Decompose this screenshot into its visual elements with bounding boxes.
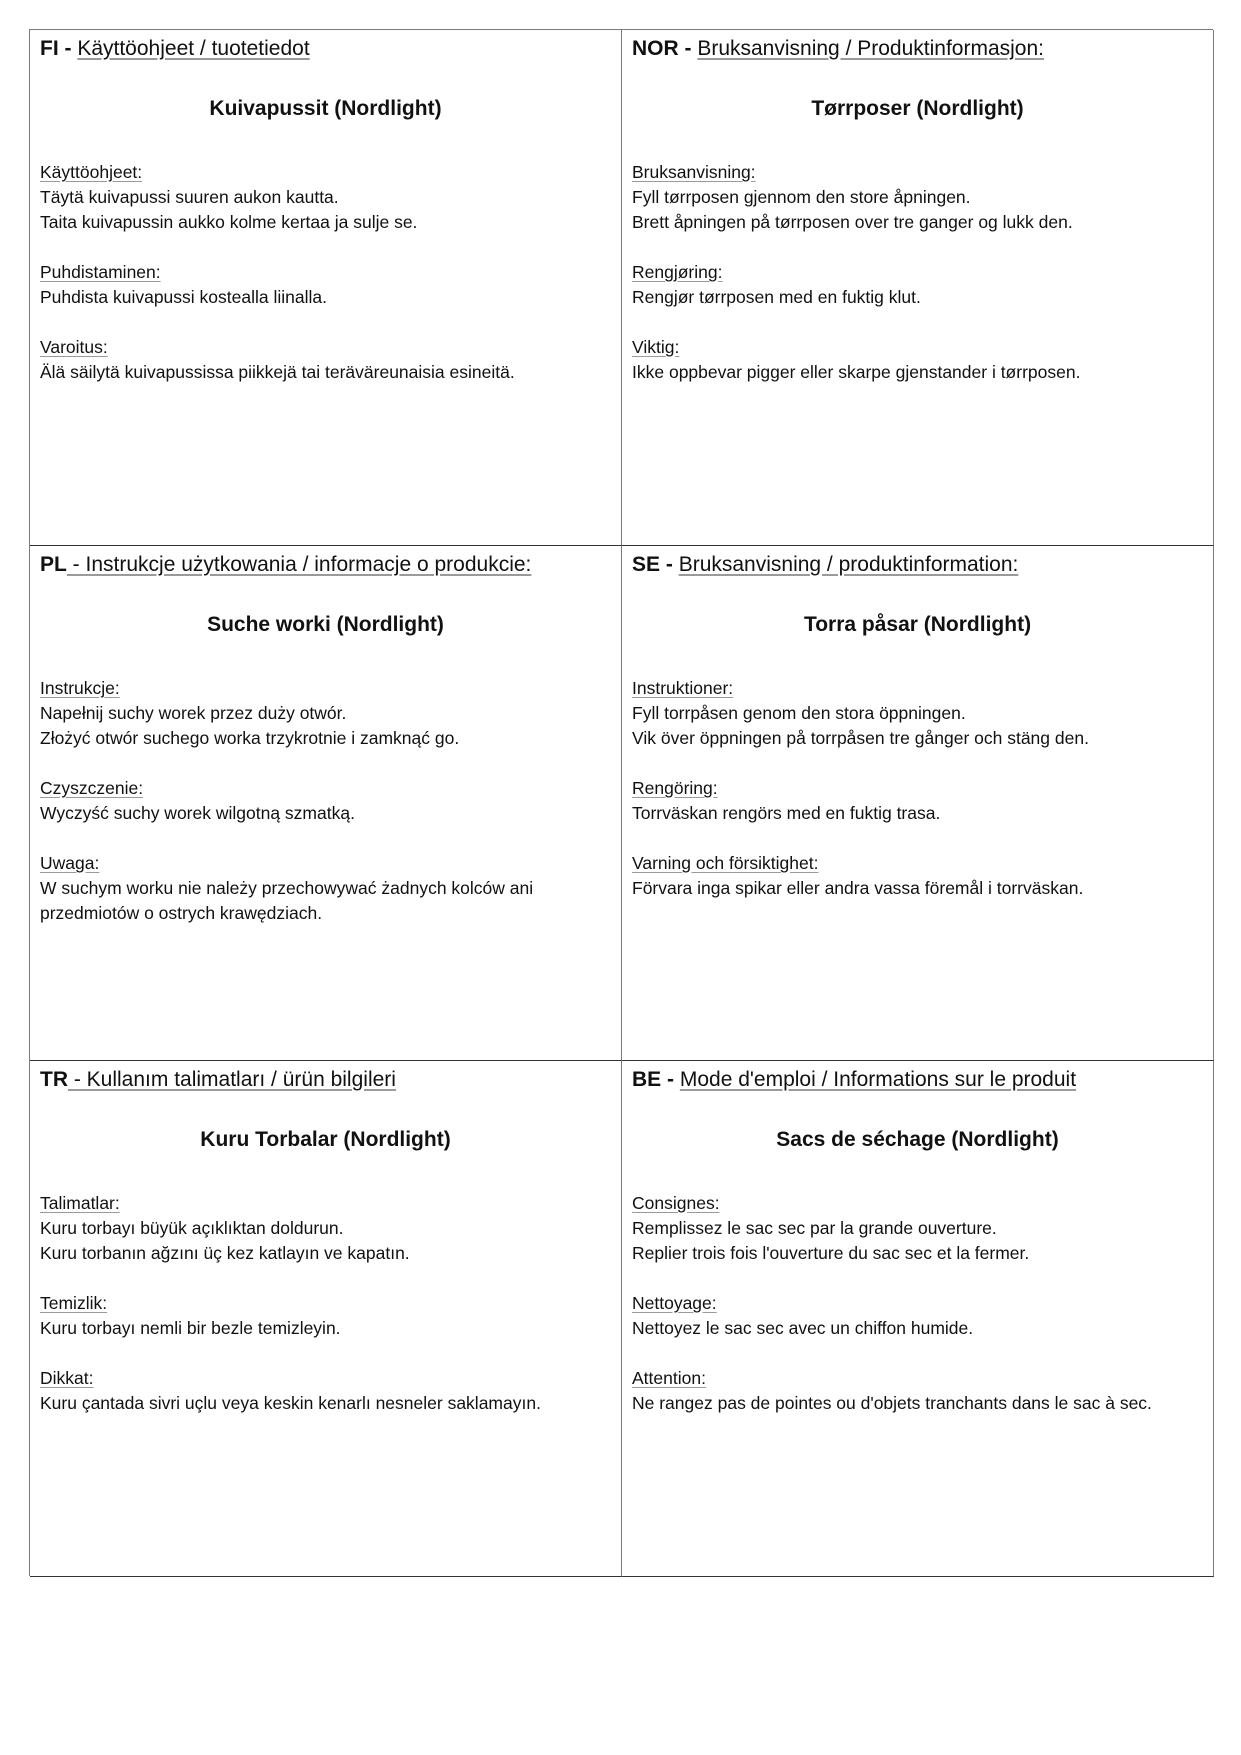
section-cleaning: [632, 1291, 1203, 1341]
section-line: W suchym worku nie należy przechowywać żadnych kolców ani przedmiotów o ostrych krawędziach.: [40, 878, 534, 923]
section-line: Täytä kuivapussi suuren aukon kautta.: [40, 187, 339, 207]
cell-fi: [30, 30, 622, 546]
section-line: Replier trois fois l'ouverture du sac sec et la fermer.: [632, 1243, 1030, 1263]
cell-heading: [40, 34, 611, 64]
section-line: Rengjør tørrposen med en fuktig klut.: [632, 287, 921, 307]
cell-tr: [30, 1061, 622, 1577]
cell-heading: [40, 1065, 611, 1095]
heading-title: Bruksanvisning / Produktinformasjon:: [697, 37, 1044, 60]
section-label: Rengjøring:: [632, 262, 723, 282]
cell-heading: [632, 34, 1203, 64]
section-cleaning: [632, 776, 1203, 826]
cell-se: [622, 546, 1214, 1061]
language-code: FI -: [40, 37, 78, 60]
cell-nor: [622, 30, 1214, 546]
section-line: Älä säilytä kuivapussissa piikkejä tai teräväreunaisia esineitä.: [40, 362, 515, 382]
product-title: Kuivapussit (Nordlight): [209, 97, 442, 120]
section-label: Rengöring:: [632, 778, 718, 798]
section-line: Ne rangez pas de pointes ou d'objets tranchants dans le sac à sec.: [632, 1393, 1152, 1413]
section-line: Puhdista kuivapussi kostealla liinalla.: [40, 287, 327, 307]
language-code: TR: [40, 1068, 68, 1091]
heading-title: Bruksanvisning / produktinformation:: [678, 553, 1019, 576]
section-line: Wyczyść suchy worek wilgotną szmatką.: [40, 803, 355, 823]
section-line: Złożyć otwór suchego worka trzykrotnie i zamknąć go.: [40, 728, 460, 748]
heading-title: - Kullanım talimatları / ürün bilgileri: [68, 1068, 396, 1091]
section-line: Brett åpningen på tørrposen over tre ganger og lukk den.: [632, 212, 1073, 232]
section-label: Varoitus:: [40, 337, 108, 357]
cell-heading: [40, 550, 611, 580]
section-line: Ikke oppbevar pigger eller skarpe gjenstander i tørrposen.: [632, 362, 1081, 382]
section-instructions: [632, 160, 1203, 235]
section-label: Instrukcje:: [40, 678, 120, 698]
product-title: Kuru Torbalar (Nordlight): [200, 1128, 451, 1151]
section-line: Kuru torbanın ağzını üç kez katlayın ve kapatın.: [40, 1243, 410, 1263]
section-line: Fyll torrpåsen genom den stora öppningen.: [632, 703, 966, 723]
section-cleaning: [40, 1291, 611, 1341]
section-label: Varning och försiktighet:: [632, 853, 819, 873]
section-label: Nettoyage:: [632, 1293, 717, 1313]
cell-be: [622, 1061, 1214, 1577]
cell-pl: [30, 546, 622, 1061]
section-line: Kuru çantada sivri uçlu veya keskin kenarlı nesneler saklamayın.: [40, 1393, 541, 1413]
section-line: Taita kuivapussin aukko kolme kertaa ja sulje se.: [40, 212, 418, 232]
heading-title: Käyttöohjeet / tuotetiedot: [77, 37, 310, 60]
section-line: Kuru torbayı büyük açıklıktan doldurun.: [40, 1218, 344, 1238]
section-label: Bruksanvisning:: [632, 162, 756, 182]
section-label: Talimatlar:: [40, 1193, 120, 1213]
section-label: Instruktioner:: [632, 678, 734, 698]
section-instructions: [632, 1191, 1203, 1266]
language-code: NOR -: [632, 37, 698, 60]
language-code: BE -: [632, 1068, 680, 1091]
section-label: Consignes:: [632, 1193, 720, 1213]
cell-heading: [632, 550, 1203, 580]
section-label: Czyszczenie:: [40, 778, 144, 798]
section-label: Puhdistaminen:: [40, 262, 161, 282]
section-warning: [632, 1366, 1203, 1416]
section-warning: [40, 335, 611, 385]
language-code: SE -: [632, 553, 679, 576]
section-line: Kuru torbayı nemli bir bezle temizleyin.: [40, 1318, 341, 1338]
section-label: Attention:: [632, 1368, 706, 1388]
language-code: PL: [40, 553, 67, 576]
section-label: Viktig:: [632, 337, 680, 357]
section-label: Käyttöohjeet:: [40, 162, 143, 182]
section-instructions: [40, 676, 611, 751]
section-instructions: [40, 1191, 611, 1266]
product-title: Suche worki (Nordlight): [207, 613, 444, 636]
section-warning: [632, 851, 1203, 901]
section-label: Temizlik:: [40, 1293, 108, 1313]
section-instructions: [40, 160, 611, 235]
section-cleaning: [40, 776, 611, 826]
product-title: Sacs de séchage (Nordlight): [776, 1128, 1059, 1151]
section-cleaning: [632, 260, 1203, 310]
section-line: Torrväskan rengörs med en fuktig trasa.: [632, 803, 941, 823]
section-label: Uwaga:: [40, 853, 100, 873]
section-line: Fyll tørrposen gjennom den store åpningen.: [632, 187, 971, 207]
section-line: Förvara inga spikar eller andra vassa föremål i torrväskan.: [632, 878, 1084, 898]
heading-title: Mode d'emploi / Informations sur le produit: [679, 1068, 1077, 1091]
heading-title: - Instrukcje użytkowania / informacje o produkcie:: [66, 553, 532, 576]
section-cleaning: [40, 260, 611, 310]
instructions-table: [29, 29, 1213, 1576]
section-warning: [40, 851, 611, 926]
cell-heading: [632, 1065, 1203, 1095]
section-line: Napełnij suchy worek przez duży otwór.: [40, 703, 347, 723]
section-warning: [632, 335, 1203, 385]
section-line: Nettoyez le sac sec avec un chiffon humide.: [632, 1318, 974, 1338]
section-instructions: [632, 676, 1203, 751]
section-line: Remplissez le sac sec par la grande ouverture.: [632, 1218, 997, 1238]
section-line: Vik över öppningen på torrpåsen tre gånger och stäng den.: [632, 728, 1089, 748]
section-warning: [40, 1366, 611, 1416]
product-title: Tørrposer (Nordlight): [811, 97, 1024, 120]
product-title: Torra påsar (Nordlight): [803, 613, 1032, 636]
section-label: Dikkat:: [40, 1368, 94, 1388]
